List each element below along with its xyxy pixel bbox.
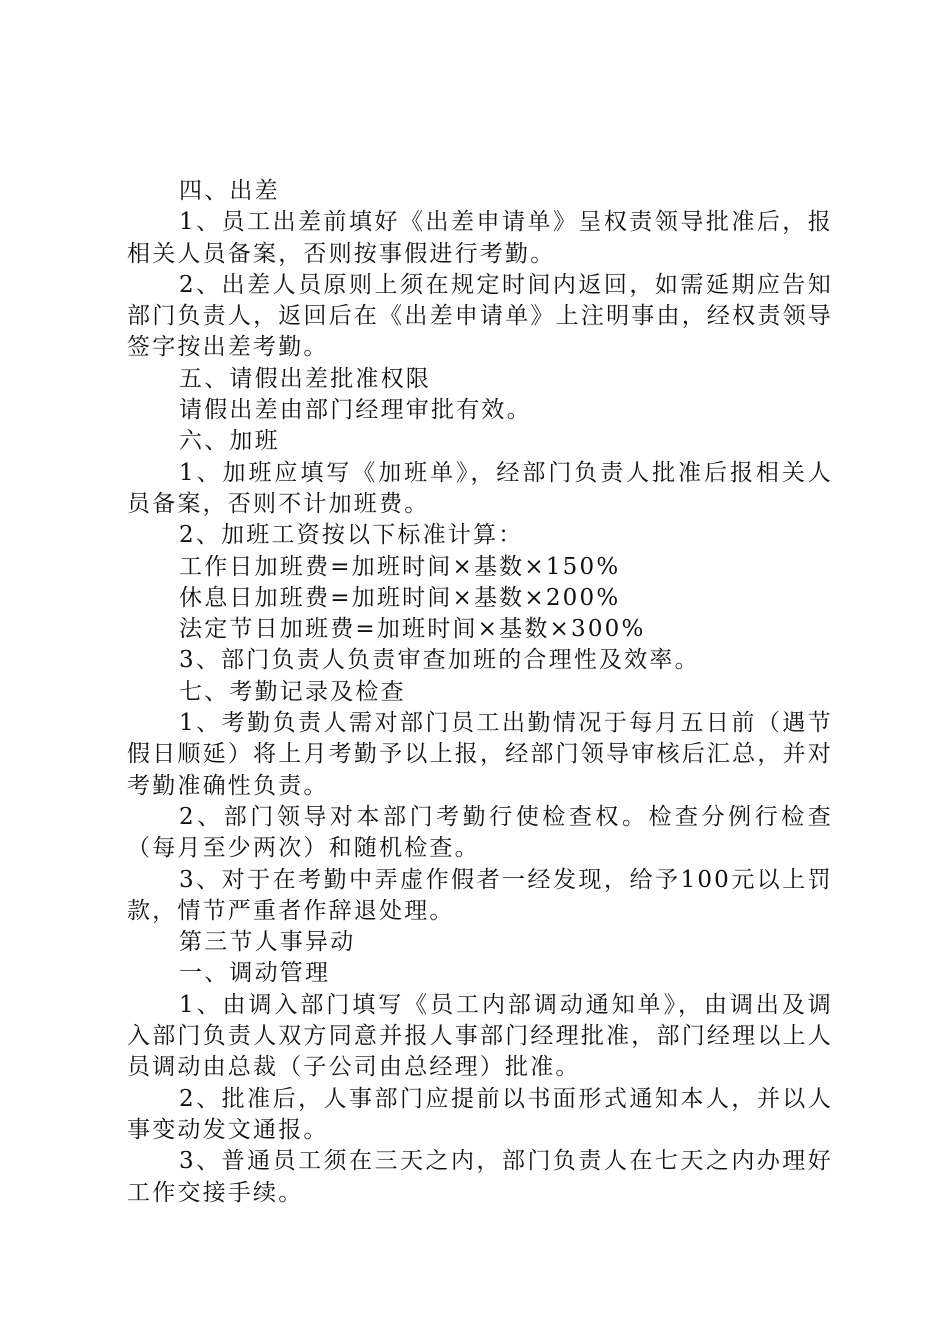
section-heading-personnel-change: 第三节人事异动 <box>179 929 356 956</box>
formula-line: 休息日加班费=加班时间×基数×200% <box>179 584 621 611</box>
paragraph: 1、加班应填写《加班单》，经部门负责人批准后报相关人员备案，否则不计加班费。 <box>127 459 833 517</box>
formula-line: 工作日加班费=加班时间×基数×150% <box>179 553 621 580</box>
paragraph: 3、普通员工须在三天之内，部门负责人在七天之内办理好工作交接手续。 <box>127 1148 833 1206</box>
section-heading-transfer: 一、调动管理 <box>179 960 331 987</box>
paragraph: 2、加班工资按以下标准计算： <box>179 522 524 549</box>
formula-line: 法定节日加班费=加班时间×基数×300% <box>179 616 646 643</box>
paragraph: 1、员工出差前填好《出差申请单》呈权责领导批准后，报相关人员备案，否则按事假进行考勤。 <box>127 209 833 267</box>
paragraph: 请假出差由部门经理审批有效。 <box>179 397 532 424</box>
paragraph: 2、批准后，人事部门应提前以书面形式通知本人，并以人事变动发文通报。 <box>127 1085 833 1143</box>
document-body <box>127 176 833 1209</box>
section-heading-overtime: 六、加班 <box>179 428 280 455</box>
section-heading-business-trip: 四、出差 <box>179 178 280 204</box>
paragraph: 2、出差人员原则上须在规定时间内返回，如需延期应告知部门负责人，返回后在《出差申请单》上注明事由，经权责领导签字按出差考勤。 <box>127 271 833 361</box>
paragraph: 1、由调入部门填写《员工内部调动通知单》，由调出及调入部门负责人双方同意并报人事部门经理批准，部门经理以上人员调动由总裁（子公司由总经理）批准。 <box>127 991 833 1081</box>
paragraph: 3、对于在考勤中弄虚作假者一经发现，给予100元以上罚款，情节严重者作辞退处理。 <box>127 866 833 924</box>
section-heading-approval-authority: 五、请假出差批准权限 <box>179 365 431 392</box>
paragraph: 3、部门负责人负责审查加班的合理性及效率。 <box>179 647 700 674</box>
paragraph: 1、考勤负责人需对部门员工出勤情况于每月五日前（遇节假日顺延）将上月考勤予以上报，经部门领导审核后汇总，并对考勤准确性负责。 <box>127 710 833 799</box>
section-heading-attendance: 七、考勤记录及检查 <box>179 678 406 705</box>
paragraph: 2、部门领导对本部门考勤行使检查权。检查分例行检查（每月至少两次）和随机检查。 <box>127 803 833 862</box>
